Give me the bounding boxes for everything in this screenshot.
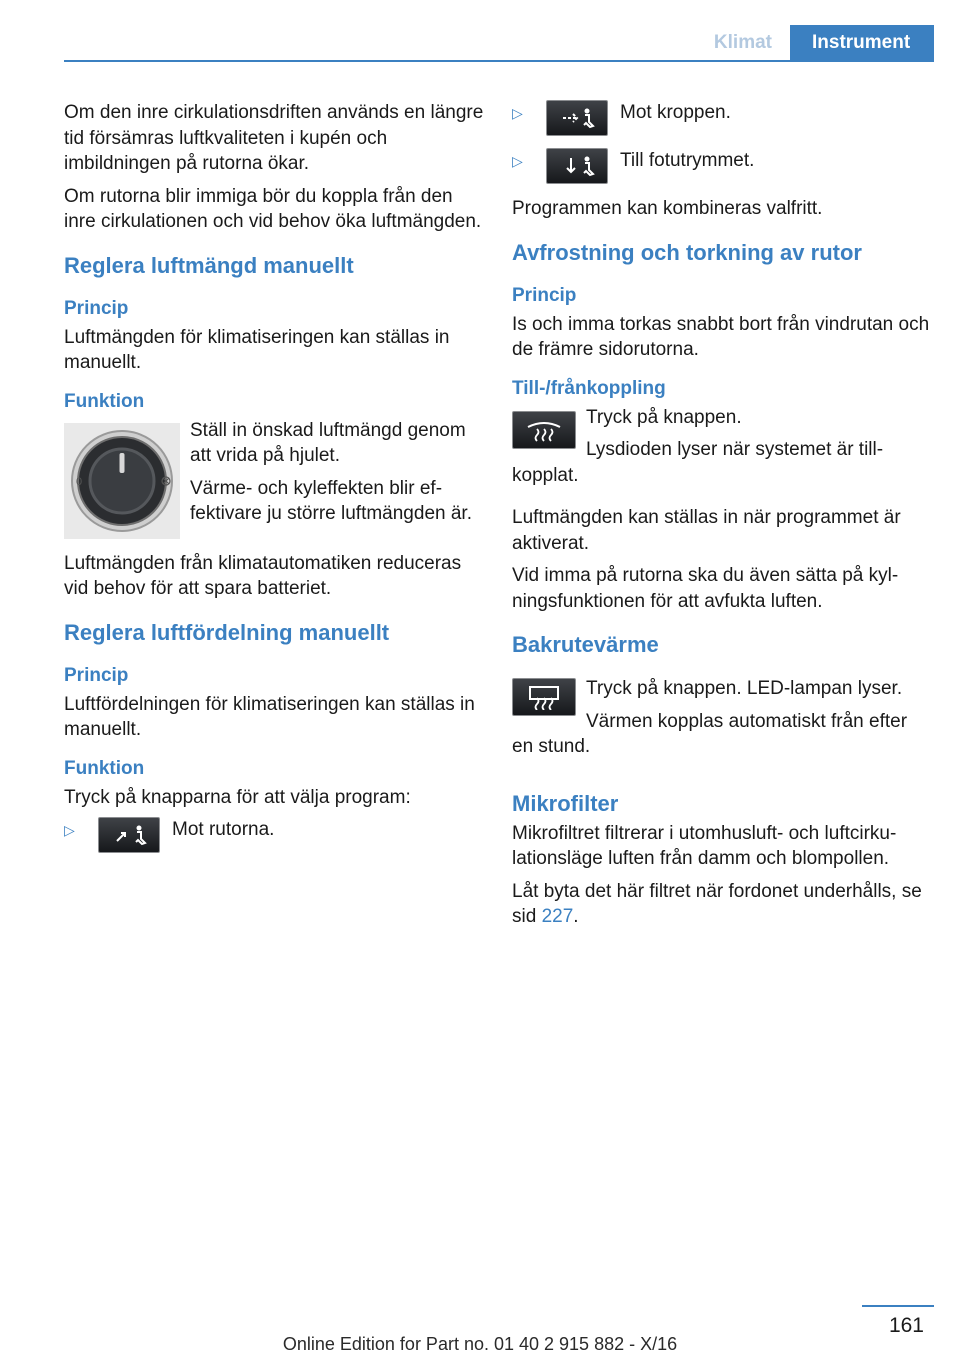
paragraph-principle-air: Luftmängden för klimatiseringen kan ställas in manuellt. xyxy=(64,326,450,373)
paragraph-air-amount: Luftmängden kan ställas in när programmet är aktiverat. xyxy=(512,507,901,554)
page-reference-link[interactable]: 227 xyxy=(541,906,574,927)
rear-window-defrost-icon xyxy=(512,678,576,716)
list-label-to-footwell: Till fotutrymmet. xyxy=(620,150,755,171)
list-item-to-body xyxy=(512,100,932,136)
paragraph-service xyxy=(512,879,932,930)
subheading-principle-2: Princip xyxy=(64,664,129,686)
list-item-to-footwell xyxy=(512,148,932,184)
list-item-to-windows xyxy=(64,817,484,853)
paragraph-cooling: Vid imma på rutorna ska du även sätta på kylningsfunktionen för att avfukta luften. xyxy=(512,565,899,612)
subheading-function: Funktion xyxy=(64,390,145,412)
left-column xyxy=(64,100,484,865)
air-volume-knob xyxy=(64,423,180,539)
subheading-principle: Princip xyxy=(64,297,129,319)
paragraph-auto-off: Värmen kopplas automatiskt från efter en stund. xyxy=(512,710,908,757)
paragraph-set-air-volume: Ställ in önskad luftmängd genom att vrida på hjulet. xyxy=(190,419,466,466)
paragraph-led-on: Lysdioden lyser när systemet är tillkopplat. xyxy=(512,439,884,486)
rear-window-defrost-button-image xyxy=(512,678,576,716)
subheading-function-2: Funktion xyxy=(64,757,145,779)
windshield-defrost-icon xyxy=(512,411,576,449)
air-to-body-icon xyxy=(546,100,608,136)
paragraph-recirculation: Om den inre cirkulationsdriften används en längre tid försämras luftkvaliteten i kupén och imbildningen på rutorna ökar. xyxy=(64,102,484,174)
bullet-icon: ▷ xyxy=(512,153,523,169)
list-label-to-body: Mot kroppen. xyxy=(620,102,731,123)
tab-klimat: Klimat xyxy=(696,25,790,61)
list-label-to-windows: Mot rutorna. xyxy=(172,819,275,840)
paragraph-combine: Programmen kan kombineras valfritt. xyxy=(512,198,823,219)
subheading-on-off: Till-/frånkoppling xyxy=(512,377,666,399)
tab-instrument: Instrument xyxy=(790,25,934,61)
page-number: 161 xyxy=(888,1314,924,1337)
paragraph-press-button-led: Tryck på knappen. LED-lampan lyser. xyxy=(586,678,903,699)
bullet-icon: ▷ xyxy=(64,822,75,838)
heading-manual-air-distribution: Reglera luftfördelning manuellt xyxy=(64,619,390,645)
paragraph-select-program: Tryck på knapparna för att välja program: xyxy=(64,786,411,808)
footer-edition: Online Edition for Part no. 01 40 2 915 882 - X/16 xyxy=(282,1334,678,1354)
header-tabs xyxy=(696,25,934,61)
footer-rule xyxy=(862,1305,934,1307)
service-text-end: . xyxy=(573,906,579,927)
paragraph-heat-effect: Värme- och kyleffekten blir effektivare ju större luftmängden är. xyxy=(190,477,472,524)
paragraph-microfilter: Mikrofiltret filtrerar i utomhusluft- och luftcirkulationsläge luften från damm och blompollen. xyxy=(512,822,897,869)
heading-microfilter: Mikrofilter xyxy=(512,790,619,816)
paragraph-press-button: Tryck på knappen. xyxy=(586,406,742,428)
paragraph-fogging: Om rutorna blir immiga bör du koppla från den inre cirkulationen och vid behov öka luftmängden. xyxy=(64,185,482,232)
heading-manual-air-volume: Reglera luftmängd manuellt xyxy=(64,252,354,278)
header-rule xyxy=(64,60,934,62)
air-to-footwell-icon xyxy=(546,148,608,184)
windshield-defrost-button-image xyxy=(512,411,576,449)
subheading-principle-3: Princip xyxy=(512,284,577,306)
knob-zero-label: 0 xyxy=(76,475,83,488)
paragraph-principle-distribution: Luftfördelningen för klimatiseringen kan ställas in manuellt. xyxy=(64,693,475,740)
heading-rear-window-heating: Bakrutevärme xyxy=(512,632,659,657)
air-volume-knob-image xyxy=(64,423,180,539)
bullet-icon: ▷ xyxy=(512,105,523,121)
paragraph-battery: Luftmängden från klimatautomatiken reduceras vid behov för att spara batteriet. xyxy=(64,552,462,599)
right-column xyxy=(512,100,932,937)
heading-defrost: Avfrostning och torkning av rutor xyxy=(512,239,862,265)
service-text: Låt byta det här filtret när fordonet underhålls, se sid xyxy=(512,880,922,927)
air-to-windows-icon xyxy=(98,817,160,853)
paragraph-principle-defrost: Is och imma torkas snabbt bort från vindrutan och de främre sidorutorna. xyxy=(512,313,930,360)
